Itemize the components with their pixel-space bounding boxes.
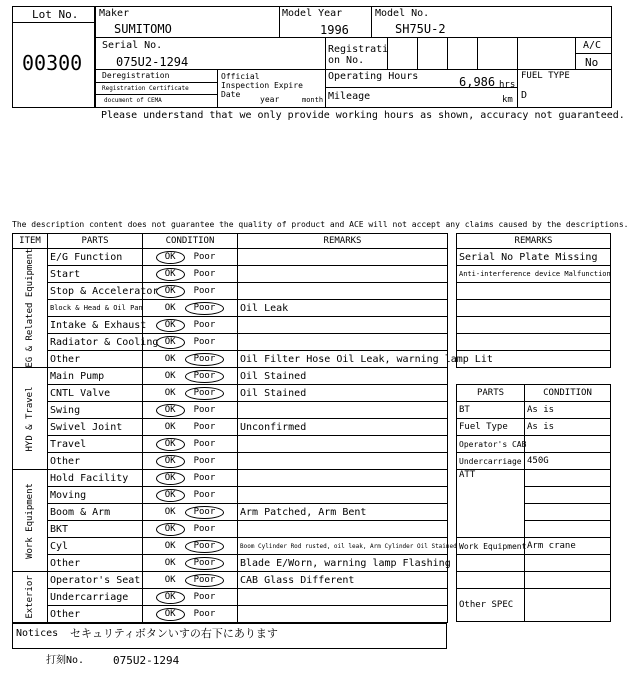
- spec-value: [525, 589, 611, 622]
- poor-option: Poor: [193, 336, 216, 347]
- category-exterior: [13, 572, 48, 623]
- condition-header: CONDITION: [143, 234, 238, 249]
- remark-cell: [238, 487, 448, 504]
- condition-cell: [143, 436, 238, 453]
- remark-line: [457, 300, 611, 317]
- part-name: Undercarriage: [48, 589, 143, 606]
- remark-cell: [238, 266, 448, 283]
- ok-option: OK: [164, 353, 176, 364]
- ac-value: No: [585, 56, 599, 69]
- poor-option: Poor: [193, 421, 216, 432]
- part-name: Block & Head & Oil Pan: [48, 300, 143, 317]
- poor-circled: Poor: [185, 353, 225, 366]
- spec-part: [457, 572, 525, 589]
- remark-cell: [238, 470, 448, 487]
- table-row: [13, 589, 448, 606]
- remark-line: [457, 283, 611, 300]
- condition-cell: [143, 589, 238, 606]
- model-no-label: Model No.: [375, 8, 430, 19]
- model-no-value: SH75U-2: [395, 22, 446, 36]
- model-year-label: Model Year: [282, 8, 343, 19]
- cema-label: document of CEMA: [104, 97, 162, 104]
- table-row: [13, 555, 448, 572]
- att-label: ATT: [457, 470, 525, 538]
- stamp-label: 打刻No.: [46, 655, 85, 666]
- poor-circled: Poor: [185, 540, 225, 553]
- spec-value: [525, 504, 611, 521]
- part-name: Other: [48, 453, 143, 470]
- parts-header: PARTS: [48, 234, 143, 249]
- right-remarks-header: REMARKS: [457, 234, 611, 249]
- remark-cell: Oil Stained: [238, 385, 448, 402]
- part-name: Cyl: [48, 538, 143, 555]
- part-name: Swing: [48, 402, 143, 419]
- table-row: [13, 538, 448, 555]
- ok-circled: OK: [156, 268, 185, 281]
- other-spec-label: Other SPEC: [457, 589, 525, 622]
- notices-value: セキュリティボタンいすの右下にあります: [70, 627, 278, 640]
- condition-cell: [143, 504, 238, 521]
- part-name: Other: [48, 606, 143, 623]
- ok-circled: OK: [156, 404, 185, 417]
- spec-part: [457, 555, 525, 572]
- serial-value: 075U2-1294: [116, 55, 189, 69]
- category-eg-related-equipment: [13, 249, 48, 368]
- remark-cell: Oil Filter Hose Oil Leak, warning lamp Lit: [238, 351, 448, 368]
- remark-cell: Oil Leak: [238, 300, 448, 317]
- ok-circled: OK: [156, 455, 185, 468]
- spec-value: [525, 470, 611, 487]
- ok-option: OK: [164, 574, 176, 585]
- condition-cell: [143, 368, 238, 385]
- spec-value: [525, 521, 611, 538]
- part-name: Stop & Accelerator: [48, 283, 143, 300]
- poor-circled: Poor: [185, 302, 225, 315]
- ok-circled: OK: [156, 285, 185, 298]
- ok-circled: OK: [156, 523, 185, 536]
- poor-circled: Poor: [185, 370, 225, 383]
- remark-line: [457, 317, 611, 334]
- condition-cell: [143, 249, 238, 266]
- poor-option: Poor: [193, 489, 216, 500]
- poor-option: Poor: [193, 438, 216, 449]
- poor-option: Poor: [193, 455, 216, 466]
- remark-cell: Unconfirmed: [238, 419, 448, 436]
- right-parts-table: [456, 384, 611, 622]
- condition-cell: [143, 317, 238, 334]
- part-name: Main Pump: [48, 368, 143, 385]
- remark-line: [457, 351, 611, 368]
- condition-cell: [143, 334, 238, 351]
- table-row: [13, 317, 448, 334]
- spec-value: [525, 572, 611, 589]
- table-row: [13, 487, 448, 504]
- remark-cell: [238, 249, 448, 266]
- maker-value: SUMITOMO: [114, 22, 172, 36]
- part-name: BKT: [48, 521, 143, 538]
- condition-cell: [143, 266, 238, 283]
- maker-label: Maker: [99, 8, 130, 19]
- remark-cell: [238, 453, 448, 470]
- condition-cell: [143, 555, 238, 572]
- spec-value: [525, 436, 611, 453]
- part-name: Hold Facility: [48, 470, 143, 487]
- poor-option: Poor: [193, 472, 216, 483]
- part-name: CNTL Valve: [48, 385, 143, 402]
- work-equipment-label: Work Equipment: [457, 538, 525, 555]
- model-year-value: 1996: [320, 23, 349, 37]
- remark-cell: [238, 589, 448, 606]
- ok-option: OK: [164, 506, 176, 517]
- remarks-header: REMARKS: [238, 234, 448, 249]
- month-label: month: [302, 96, 324, 104]
- remark-cell: Blade E/Worn, warning lamp Flashing: [238, 555, 448, 572]
- remark-line: [457, 334, 611, 351]
- year-label: year: [260, 95, 280, 104]
- table-row: [13, 385, 448, 402]
- table-row: [13, 521, 448, 538]
- condition-cell: [143, 300, 238, 317]
- table-row: [13, 368, 448, 385]
- poor-circled: Poor: [185, 387, 225, 400]
- spec-value: As is: [525, 402, 611, 419]
- item-header: ITEM: [13, 234, 48, 249]
- poor-circled: Poor: [185, 506, 225, 519]
- right-remarks-table: [456, 233, 611, 368]
- table-row: [13, 436, 448, 453]
- table-row: [13, 606, 448, 623]
- part-name: Swivel Joint: [48, 419, 143, 436]
- remark-line: Anti-interference device Malfunction: [457, 266, 611, 283]
- spec-part: Undercarriage: [457, 453, 525, 470]
- km-label: km: [502, 95, 513, 105]
- table-row: [13, 572, 448, 589]
- operating-hours-value: 6,986: [459, 75, 496, 89]
- spec-value: [525, 555, 611, 572]
- ok-circled: OK: [156, 608, 185, 621]
- ok-circled: OK: [156, 319, 185, 332]
- serial-label: Serial No.: [102, 40, 163, 51]
- fuel-type-label: FUEL TYPE: [521, 71, 570, 81]
- remark-cell: [238, 334, 448, 351]
- remark-cell: Boom Cylinder Rod rusted, oil leak, Arm Cylinder Oil Stained: [238, 538, 448, 555]
- table-row: [13, 402, 448, 419]
- registration-label: Registrati on No.: [328, 44, 389, 66]
- ok-option: OK: [164, 387, 176, 398]
- disclaimer: The description content does not guarantee the quality of product and ACE will not accept any claims caused by the descriptions.: [12, 220, 629, 229]
- ok-circled: OK: [156, 591, 185, 604]
- table-row: [13, 334, 448, 351]
- category-label: Work Equipment: [25, 482, 35, 559]
- official-inspection-label: Official Inspection Expire Date: [221, 72, 303, 99]
- part-name: Intake & Exhaust: [48, 317, 143, 334]
- remark-cell: Arm Patched, Arm Bent: [238, 504, 448, 521]
- registration-cert-label: Registration Certificate: [102, 85, 189, 92]
- ok-circled: OK: [156, 472, 185, 485]
- table-row: [13, 266, 448, 283]
- poor-option: Poor: [193, 404, 216, 415]
- poor-option: Poor: [193, 523, 216, 534]
- part-name: Travel: [48, 436, 143, 453]
- condition-cell: [143, 351, 238, 368]
- poor-circled: Poor: [185, 557, 225, 570]
- poor-option: Poor: [193, 285, 216, 296]
- right-condition-header: CONDITION: [525, 385, 611, 402]
- remark-cell: CAB Glass Different: [238, 572, 448, 589]
- poor-option: Poor: [193, 251, 216, 262]
- table-row: [13, 249, 448, 266]
- fuel-type-value: D: [521, 90, 528, 101]
- condition-cell: [143, 385, 238, 402]
- category-hyd-travel: [13, 368, 48, 470]
- poor-option: Poor: [193, 268, 216, 279]
- ac-label: A/C: [583, 40, 602, 51]
- right-parts-header: PARTS: [457, 385, 525, 402]
- lot-number: 00300: [22, 51, 83, 75]
- condition-cell: [143, 521, 238, 538]
- table-row: [13, 300, 448, 317]
- condition-cell: [143, 572, 238, 589]
- condition-cell: [143, 470, 238, 487]
- ok-circled: OK: [156, 438, 185, 451]
- condition-cell: [143, 487, 238, 504]
- category-label: HYD & Travel: [25, 385, 35, 452]
- remark-cell: [238, 606, 448, 623]
- category-label: EG & Related Equipment: [25, 248, 35, 368]
- part-name: Other: [48, 555, 143, 572]
- poor-circled: Poor: [185, 574, 225, 587]
- poor-option: Poor: [193, 319, 216, 330]
- spec-value: As is: [525, 419, 611, 436]
- spec-part: Fuel Type: [457, 419, 525, 436]
- table-row: [13, 283, 448, 300]
- spec-part: BT: [457, 402, 525, 419]
- condition-cell: [143, 283, 238, 300]
- lot-label: Lot No.: [32, 8, 79, 21]
- condition-cell: [143, 538, 238, 555]
- part-name: Operator's Seat: [48, 572, 143, 589]
- spec-value: Arm crane: [525, 538, 611, 555]
- table-row: [13, 351, 448, 368]
- remark-cell: [238, 317, 448, 334]
- part-name: Moving: [48, 487, 143, 504]
- condition-cell: [143, 419, 238, 436]
- ok-option: OK: [164, 370, 176, 381]
- table-row: [13, 453, 448, 470]
- ok-circled: OK: [156, 336, 185, 349]
- remark-cell: [238, 402, 448, 419]
- condition-cell: [143, 402, 238, 419]
- condition-cell: [143, 606, 238, 623]
- ok-option: OK: [164, 302, 176, 313]
- ok-circled: OK: [156, 489, 185, 502]
- remark-cell: [238, 283, 448, 300]
- category-label: Exterior: [25, 575, 35, 619]
- stamp-value: 075U2-1294: [113, 654, 180, 667]
- part-name: Boom & Arm: [48, 504, 143, 521]
- poor-option: Poor: [193, 608, 216, 619]
- poor-option: Poor: [193, 591, 216, 602]
- mileage-label: Mileage: [328, 91, 371, 102]
- part-name: Radiator & Cooling: [48, 334, 143, 351]
- category-work-equipment: [13, 470, 48, 572]
- ok-option: OK: [164, 421, 176, 432]
- table-row: [13, 419, 448, 436]
- table-row: [13, 470, 448, 487]
- notices-label: Notices: [16, 628, 59, 639]
- hours-notice: Please understand that we only provide working hours as shown, accuracy not guaranteed.: [101, 110, 625, 121]
- remark-cell: [238, 436, 448, 453]
- ok-option: OK: [164, 557, 176, 568]
- ok-circled: OK: [156, 251, 185, 264]
- spec-value: [525, 487, 611, 504]
- ok-option: OK: [164, 540, 176, 551]
- remark-cell: Oil Stained: [238, 368, 448, 385]
- hrs-label: hrs: [499, 80, 516, 90]
- deregistration-label: Deregistration: [102, 71, 170, 80]
- spec-part: Operator's CAB: [457, 436, 525, 453]
- operating-hours-label: Operating Hours: [328, 71, 419, 82]
- spec-value: 450G: [525, 453, 611, 470]
- part-name: E/G Function: [48, 249, 143, 266]
- remark-line: Serial No Plate Missing: [457, 249, 611, 266]
- condition-cell: [143, 453, 238, 470]
- table-row: [13, 504, 448, 521]
- part-name: Other: [48, 351, 143, 368]
- remark-cell: [238, 521, 448, 538]
- part-name: Start: [48, 266, 143, 283]
